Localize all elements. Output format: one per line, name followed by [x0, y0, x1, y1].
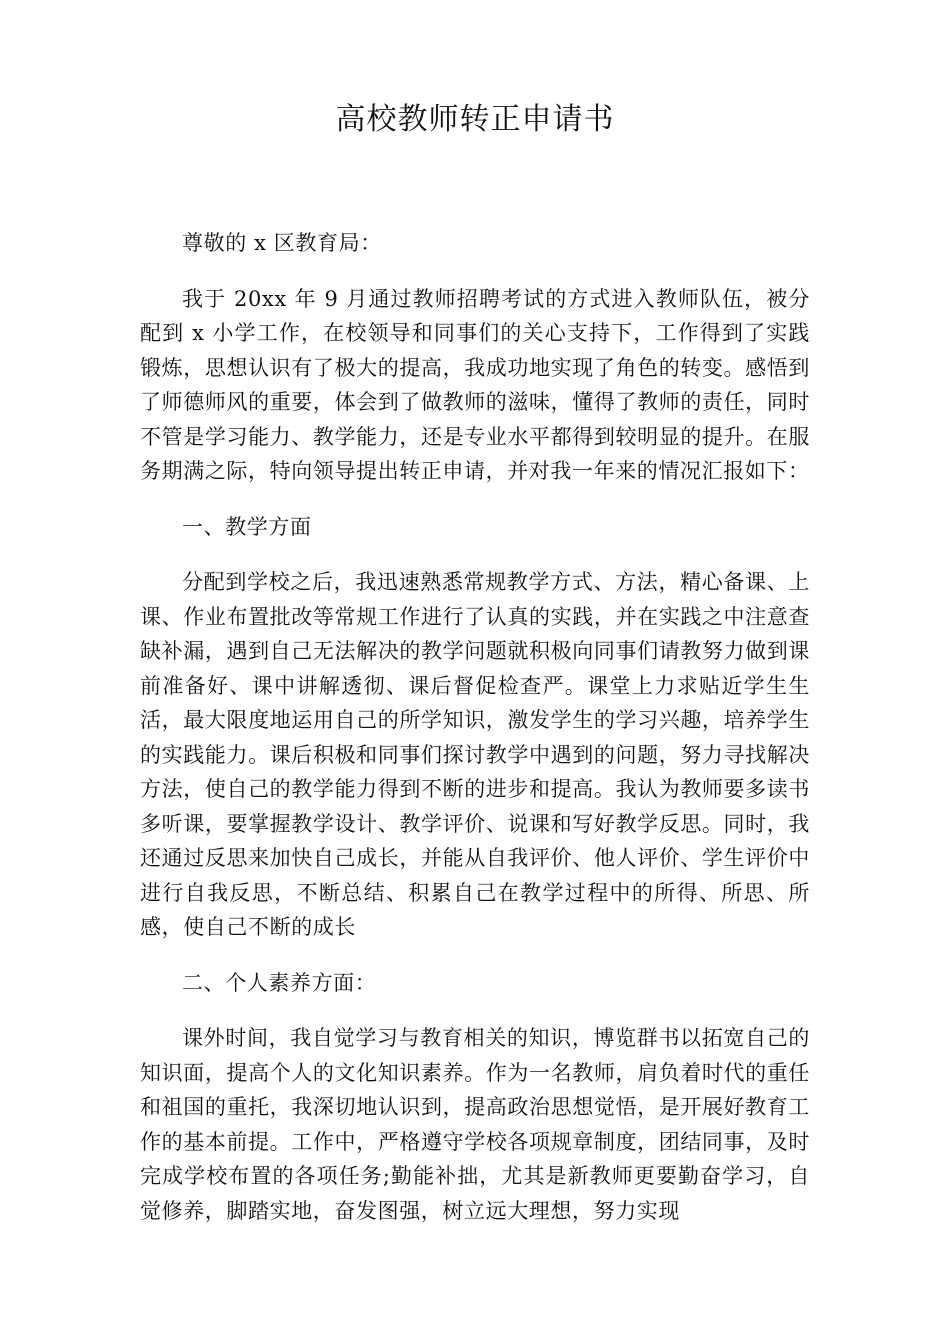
salutation: 尊敬的 x 区教育局：: [182, 231, 382, 255]
document-body: [140, 226, 810, 1249]
paragraph-personal-quality: 课外时间，我自觉学习与教育相关的知识，博览群书以拓宽自己的知识面，提高个人的文化知识素养。作为一名教师，肩负着时代的重任和祖国的重托，我深切地认识到，提高政治思想觉悟，是开展好教育工作的基本前提。工作中，严格遵守学校各项规章制度，团结同事，及时完成学校布置的各项任务;勤能补拙，尤其是新教师更要勤奋学习，自觉修养，脚踏实地，奋发图强，树立远大理想，努力实现: [140, 1026, 810, 1223]
section-heading-teaching: 一、教学方面: [182, 514, 312, 539]
paragraph-teaching: 分配到学校之后，我迅速熟悉常规教学方式、方法，精心备课、上课、作业布置批改等常规工作进行了认真的实践，并在实践之中注意查缺补漏，遇到自己无法解决的教学问题就积极向同事们请教努力做到课前准备好、课中讲解透彻、课后督促检查严。课堂上力求贴近学生生活，最大限度地运用自己的所学知识，激发学生的学习兴趣，培养学生的实践能力。课后积极和同事们探讨教学中遇到的问题，努力寻找解决方法，使自己的教学能力得到不断的进步和提高。我认为教师要多读书多听课，要掌握教学设计、教学评价、说课和写好教学反思。同时，我还通过反思来加快自己成长，并能从自我评价、他人评价、学生评价中进行自我反思，不断总结、积累自己在教学过程中的所得、所思、所感，使自己不断的成长: [140, 570, 810, 939]
paragraph-introduction: 我于 20xx 年 9 月通过教师招聘考试的方式进入教师队伍，被分配到 x 小学工作，在校领导和同事们的关心支持下，工作得到了实践锻炼，思想认识有了极大的提高，我成功地实现了角色的转变。感悟到了师德师风的重要，体会到了做教师的滋味，懂得了教师的责任，同时不管是学习能力、教学能力，还是专业水平都得到较明显的提升。在服务期满之际，特向领导提出转正申请，并对我一年来的情况汇报如下：: [140, 286, 810, 483]
section-heading-personal-quality: 二、个人素养方面：: [182, 970, 377, 995]
document-title: 高校教师转正申请书: [335, 102, 615, 137]
